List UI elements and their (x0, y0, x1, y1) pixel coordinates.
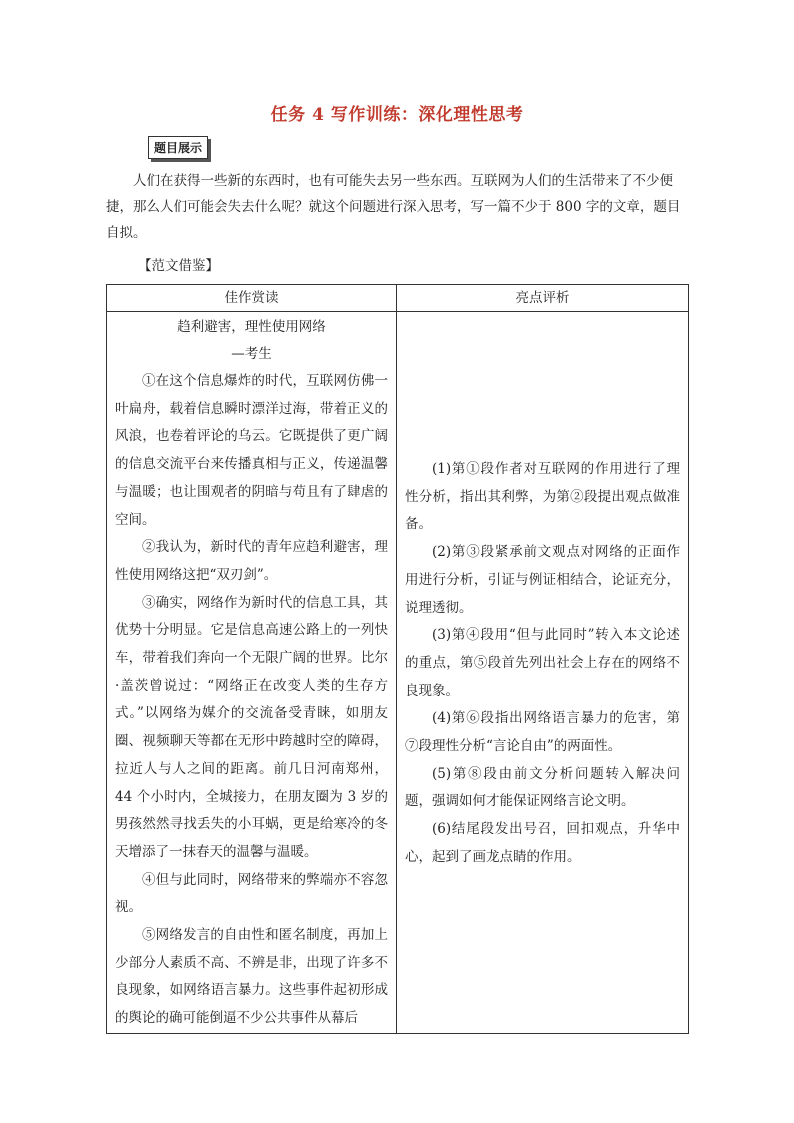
comment-item: (4)第⑥段指出网络语言暴力的危害，第⑦段理性分析“言论自由”的两面性。 (405, 710, 680, 755)
essay-title: 趋利避害，理性使用网络 (177, 319, 326, 335)
section-tag: 题目展示 (148, 136, 208, 159)
comments-cell (397, 312, 689, 1034)
header-essay: 佳作赏读 (107, 285, 397, 312)
essay-paragraph: ②我认为，新时代的青年应趋利避害，理性使用网络这把“双刃剑”。 (115, 539, 388, 583)
essay-paragraph: ③确实，网络作为新时代的信息工具，其优势十分明显。它是信息高速公路上的一列快车，带着我们奔向一个无限广阔的世界。比尔·盖茨曾说过：“网络正在改变人类的生存方式。”以网络为媒介的交流备受青睐，如朋友圈、视频聊天等都在无形中跨越时空的障碍，拉近人与人之间的距离。前几日河南郑州，44 个小时内，全城接力，在朋友圈为 3 岁的男孩然然寻找丢失的小耳蜗，更是给寒冷的冬天增添了一抹春天的温馨与温暖。 (115, 594, 388, 860)
essay-paragraph: ④但与此同时，网络带来的弊端亦不容忽视。 (115, 871, 388, 916)
section-label: 【范文借鉴】 (138, 258, 219, 274)
header-comments: 亮点评析 (397, 285, 689, 312)
essay-paragraph: ①在这个信息爆炸的时代，互联网仿佛一叶扁舟，载着信息瞬时漂洋过海，带着正义的风浪，也卷着评论的乌云。它既提供了更广阔的信息交流平台来传播真相与正义，传递温馨与温暖；也让围观者的阴暗与苟且有了肆虐的空间。 (115, 373, 388, 528)
comment-item: (6)结尾段发出号召，回扣观点，升华中心，起到了画龙点睛的作用。 (405, 821, 680, 865)
comment-item: (3)第④段用“但与此同时”转入本文论述的重点，第⑤段首先列出社会上存在的网络不良现象。 (405, 627, 680, 699)
essay-cell (107, 312, 397, 1034)
essay-paragraph: ⑤网络发言的自由性和匿名制度，再加上少部分人素质不高、不辨是非，出现了许多不良现象，如网络语言暴力。这些事件起初形成的舆论的确可能倒逼不少公共事件从幕后 (115, 927, 388, 1027)
prompt-text: 人们在获得一些新的东西时，也有可能失去另一些东西。互联网为人们的生活带来了不少便捷，那么人们可能会失去什么呢？就这个问题进行深入思考，写一篇不少于 800 字的文章，题目自拟。 (106, 173, 681, 241)
essay-table (106, 284, 689, 1034)
essay-author: —考生 (231, 346, 272, 362)
comment-item: (5)第⑧段由前文分析问题转入解决问题，强调如何才能保证网络言论文明。 (405, 765, 680, 810)
page-title: 任务 4 写作训练：深化理性思考 (270, 105, 524, 125)
comment-item: (1)第①段作者对互联网的作用进行了理性分析，指出其利弊，为第②段提出观点做准备。 (405, 461, 680, 533)
comment-item: (2)第③段紧承前文观点对网络的正面作用进行分析，引证与例证相结合，论证充分，说理透彻。 (405, 544, 680, 616)
